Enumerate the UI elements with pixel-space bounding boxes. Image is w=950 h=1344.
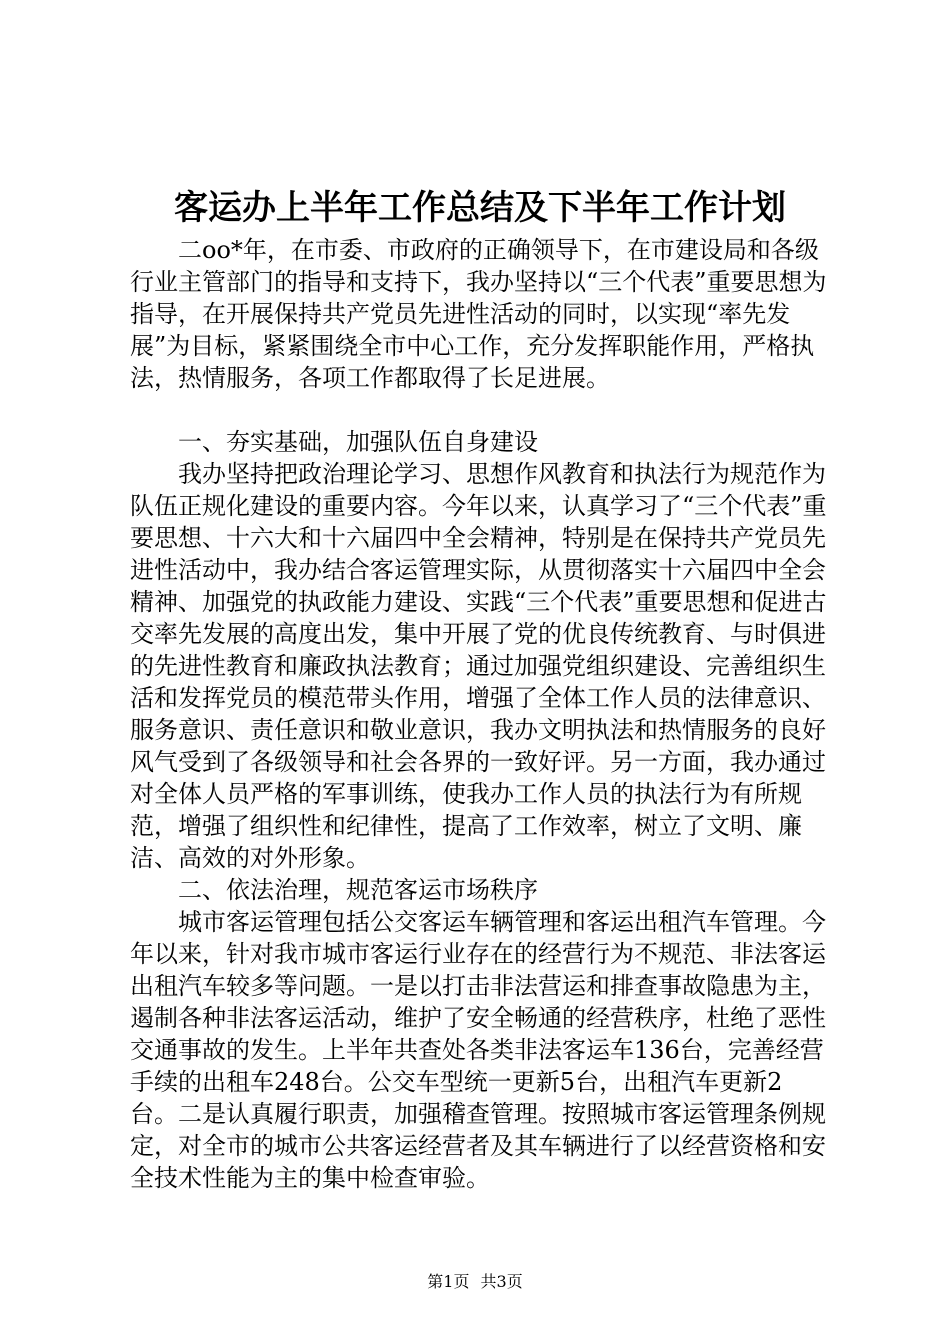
section-heading-1: 一、夯实基础，加强队伍自身建设	[178, 428, 538, 456]
section-paragraph-2: 城市客运管理包括公交客运车辆管理和客运出租汽车管理。今年以来，针对我市城市客运行业存在的经营行为不规范、非法客运出租汽车较多等问题。一是以打击非法营运和排查事故隐患为主，遏制各种非法客运活动，维护了安全畅通的经营秩序，杜绝了恶性交通事故的发生。上半年共查处各类非法客运车136台，完善经营手续的出租车248台。公交车型统一更新5台，出租汽车更新2台。二是认真履行职责，加强稽查管理。按照城市客运管理条例规定，对全市的城市公共客运经营者及其车辆进行了以经营资格和安全技术性能为主的集中检查审验。	[130, 908, 826, 1192]
intro-paragraph: 二oo*年，在市委、市政府的正确领导下，在市建设局和各级行业主管部门的指导和支持下，我办坚持以“三个代表”重要思想为指导，在开展保持共产党员先进性活动的同时，以实现“率先发展”为目标，紧紧围绕全市中心工作，充分发挥职能作用，严格执法，热情服务，各项工作都取得了长足进展。	[130, 236, 827, 392]
paragraph-spacer	[130, 394, 830, 426]
section-heading-2: 二、依法治理，规范客运市场秩序	[178, 876, 538, 904]
page-total: 共3页	[480, 1272, 523, 1291]
page-number: 第1页	[427, 1272, 470, 1291]
section-paragraph-1: 我办坚持把政治理论学习、思想作风教育和执法行为规范作为队伍正规化建设的重要内容。今年以来，认真学习了“三个代表”重要思想、十六大和十六届四中全会精神，特别是在保持共产党员先进性活动中，我办结合客运管理实际，从贯彻落实十六届四中全会精神、加强党的执政能力建设、实践“三个代表”重要思想和促进古交率先发展的高度出发，集中开展了党的优良传统教育、与时俱进的先进性教育和廉政执法教育；通过加强党组织建设、完善组织生活和发挥党员的模范带头作用，增强了全体工作人员的法律意识、服务意识、责任意识和敬业意识，我办文明执法和热情服务的良好风气受到了各级领导和社会各界的一致好评。另一方面，我办通过对全体人员严格的军事训练，使我办工作人员的执法行为有所规范，增强了组织性和纪律性，提高了工作效率，树立了文明、廉洁、高效的对外形象。	[130, 460, 827, 872]
page-footer	[0, 1272, 950, 1292]
document-title: 客运办上半年工作总结及下半年工作计划	[174, 188, 786, 228]
document-body	[130, 234, 830, 1194]
